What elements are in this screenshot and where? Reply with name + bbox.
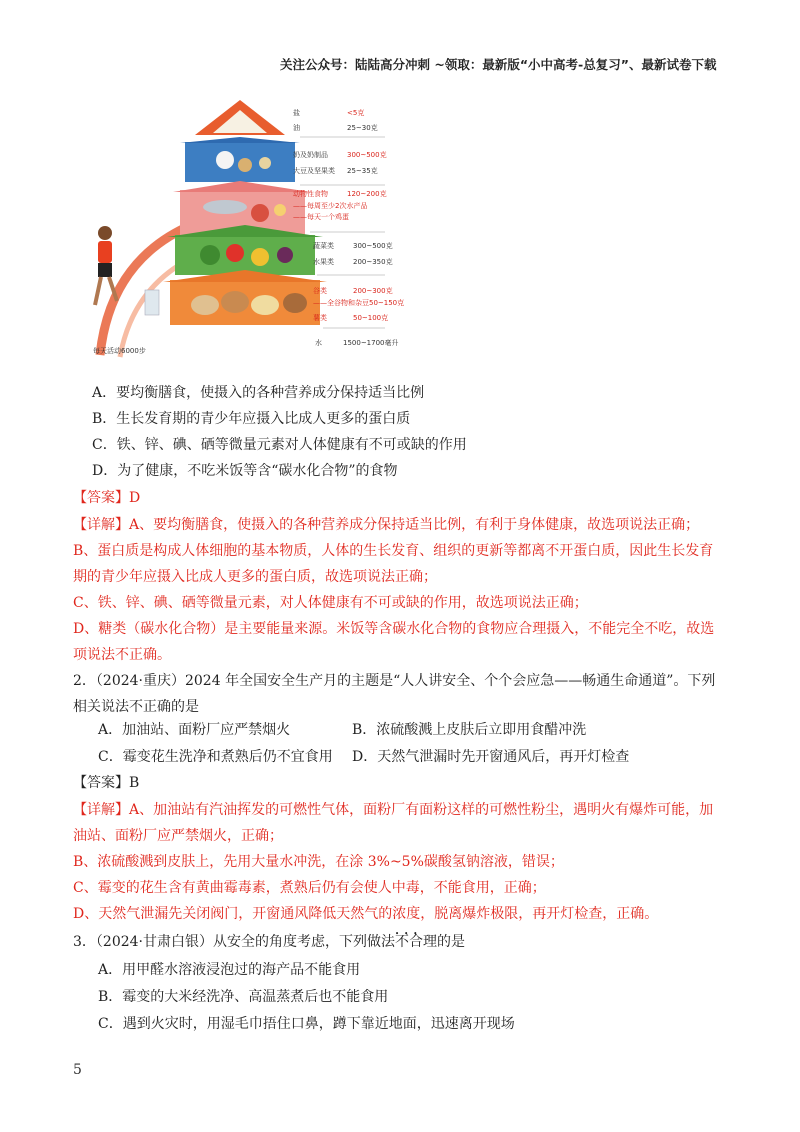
fig-amount: 50~100克	[353, 314, 389, 322]
q2-option-a: A．加油站、面粉厂应严禁烟火	[98, 722, 291, 738]
q1-option-c: C．铁、锌、碘、硒等微量元素对人体健康有不可或缺的作用	[92, 437, 467, 453]
fig-amount: 300~500克	[347, 151, 387, 159]
fig-label: ——全谷物和杂豆50~150克	[313, 299, 405, 307]
fig-amount: 25~30克	[347, 124, 378, 132]
q1-option-d: D．为了健康，不吃米饭等含“碳水化合物”的食物	[92, 463, 398, 479]
q3-option-c: C．遇到火灾时，用湿毛巾捂住口鼻，蹲下靠近地面，迅速离开现场	[98, 1016, 515, 1032]
fig-amount: 200~300克	[353, 287, 393, 295]
detail-label: 【详解】	[73, 802, 129, 818]
fig-label: 油	[293, 124, 300, 132]
q2-stem-line: 2．（2024·重庆）2024 年全国安全生产月的主题是“人人讲安全、个个会应急——畅通生命通道”。下列	[73, 673, 716, 689]
q2-option-d: D．天然气泄漏时先开窗通风后，再开灯检查	[352, 749, 630, 765]
q3-option-a: A．用甲醛水溶液浸泡过的海产品不能食用	[98, 962, 361, 978]
q2-answer	[73, 773, 800, 793]
fig-label: 薯类	[313, 314, 327, 322]
fig-amount: 120~200克	[347, 190, 387, 198]
q2-option-b: B．浓硫酸溅上皮肤后立即用食醋冲洗	[352, 722, 587, 738]
q3-option-b: B．霉变的大米经洗净、高温蒸煮后也不能食用	[98, 989, 389, 1005]
q3-stem-post: 的是	[437, 934, 465, 950]
q1-detail-line: B、蛋白质是构成人体细胞的基本物质，人体的生长发育、组织的更新等都离不开蛋白质，因此生长发育	[73, 543, 714, 559]
q1-detail-line	[73, 515, 800, 535]
fig-label: ——每周至少2次水产品	[293, 202, 368, 210]
food-pyramid-figure	[85, 95, 415, 370]
answer-label: 【答案】	[73, 490, 129, 506]
fig-label: 水果类	[313, 258, 334, 266]
q1-detail-line: D、糖类（碳水化合物）是主要能量来源。米饭等含碳水化合物的食物应合理摄入，不能完全不吃，故选	[73, 621, 715, 637]
fig-label: ——每天一个鸡蛋	[293, 213, 349, 221]
q2-detail-line: B、浓硫酸溅到皮肤上，先用大量水冲洗，在涂 3%~5%碳酸氢钠溶液，错误；	[73, 854, 564, 870]
q1-option-b: B．生长发育期的青少年应摄入比成人更多的蛋白质	[92, 411, 411, 427]
fig-amount: 1500~1700毫升	[343, 339, 399, 347]
q2-option-c: C．霉变花生洗净和煮熟后仍不宜食用	[98, 749, 333, 765]
fig-amount: 300~500克	[353, 242, 393, 250]
q3-stem-emphasis: 不合理 •••	[395, 934, 437, 950]
food-pyramid-illustration	[85, 95, 415, 370]
q2-detail-line: C、霉变的花生含有黄曲霉毒素，煮熟后仍有会使人中毒，不能食用，正确；	[73, 880, 546, 896]
q3-stem-pre: 3．（2024·甘肃白银）从安全的角度考虑，下列做法	[73, 934, 395, 950]
q2-detail-line: 油站、面粉厂应严禁烟火，正确；	[73, 828, 283, 844]
fig-amount: 25~35克	[347, 167, 378, 175]
fig-label: 奶及奶制品	[293, 151, 328, 159]
fig-label: 蔬菜类	[313, 242, 334, 250]
page-header: 关注公众号：陆陆高分冲刺 ~领取：最新版“小中高考-总复习”、最新试卷下载	[280, 57, 717, 72]
fig-activity-label: 每天活动6000步	[93, 347, 146, 355]
q1-answer	[73, 488, 800, 508]
q1-detail-line: 项说法不正确。	[73, 647, 171, 663]
detail-label: 【详解】	[73, 517, 129, 533]
q3-stem	[73, 932, 800, 952]
detail-text: A、要均衡膳食，使摄入的各种营养成分保持适当比例，有利于身体健康，故选项说法正确；	[129, 517, 700, 533]
fig-amount: <5克	[347, 109, 365, 117]
q2-detail-line: D、天然气泄漏先关闭阀门，开窗通风降低天然气的浓度，脱离爆炸极限，再开灯检查，正确。	[73, 906, 659, 922]
answer-value: B	[129, 775, 140, 791]
q1-detail-line: C、铁、锌、碘、硒等微量元素，对人体健康有不可或缺的作用，故选项说法正确；	[73, 595, 588, 611]
page-number: 5	[73, 1062, 82, 1078]
fig-label: 动物性食物	[293, 190, 328, 198]
detail-text: A、加油站有汽油挥发的可燃性气体，面粉厂有面粉这样的可燃性粉尘，遇明火有爆炸可能，加	[129, 802, 714, 818]
fig-label: 大豆及坚果类	[293, 167, 335, 175]
fig-amount: 200~350克	[353, 258, 393, 266]
q1-option-a: A．要均衡膳食，使摄入的各种营养成分保持适当比例	[92, 385, 425, 401]
q1-detail-line: 期的青少年应摄入比成人更多的蛋白质，故选项说法正确；	[73, 569, 437, 585]
q2-stem-line: 相关说法不正确的是	[73, 699, 199, 715]
fig-label: 谷类	[313, 287, 327, 295]
answer-label: 【答案】	[73, 775, 129, 791]
fig-label: 盐	[293, 109, 300, 117]
fig-label: 水	[315, 339, 322, 347]
answer-value: D	[129, 490, 141, 506]
q2-detail-line	[73, 800, 800, 820]
